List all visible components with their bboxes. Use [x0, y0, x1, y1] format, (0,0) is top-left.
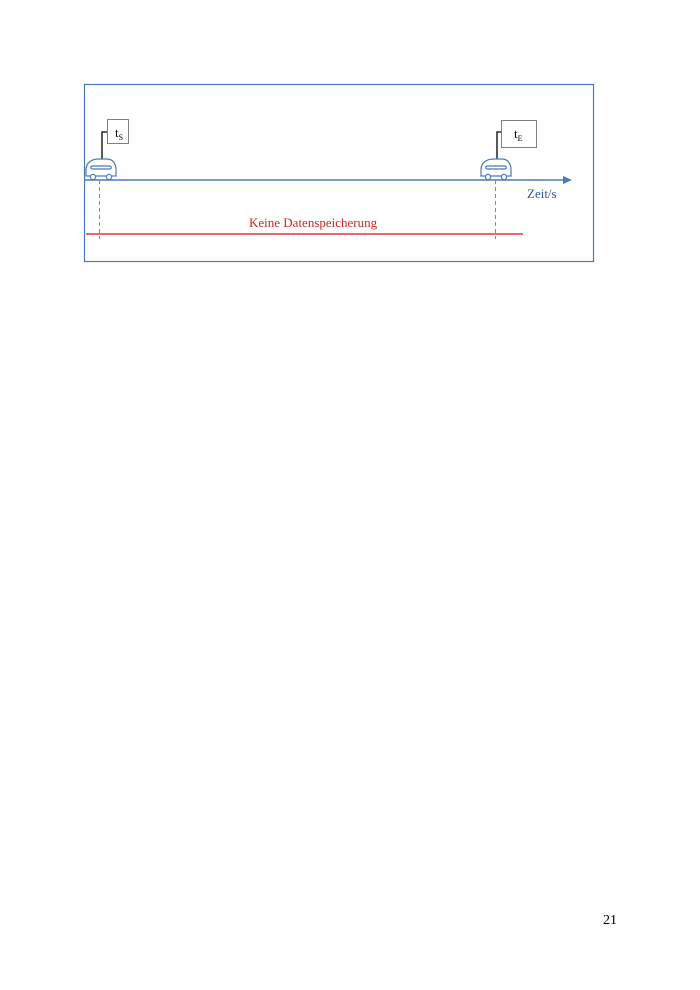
start-leader-line	[102, 132, 107, 162]
end-marker	[497, 121, 537, 163]
diagram-frame	[85, 85, 594, 262]
axis-label: Zeit/s	[527, 186, 557, 201]
start-car-icon	[86, 159, 116, 180]
start-marker	[102, 120, 129, 163]
time-axis-arrowhead	[563, 176, 572, 184]
interval-label: Keine Datenspeicherung	[249, 215, 378, 230]
end-label: $t_E$	[514, 126, 523, 143]
end-car-icon	[481, 159, 511, 180]
start-label: $t_S$	[115, 125, 124, 142]
page-number: 21	[603, 913, 617, 928]
